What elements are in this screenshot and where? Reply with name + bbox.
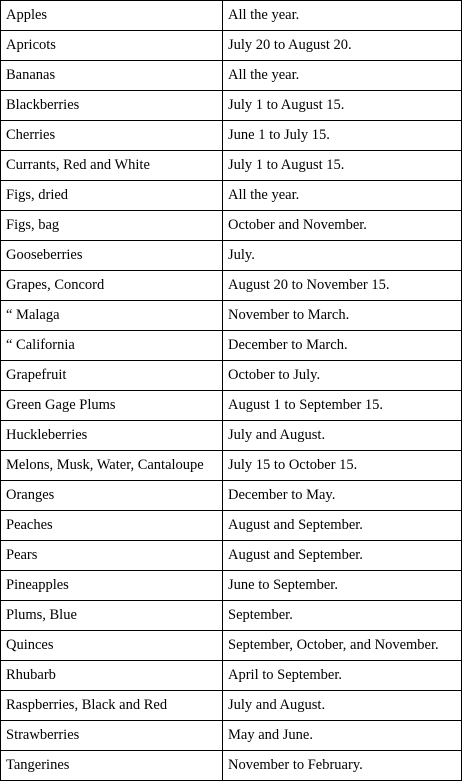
table-row (1, 451, 462, 481)
fruit-cell: Apples (1, 1, 223, 31)
table-row (1, 481, 462, 511)
season-cell: July. (223, 241, 462, 271)
table-row (1, 91, 462, 121)
season-cell: All the year. (223, 1, 462, 31)
table-row (1, 301, 462, 331)
fruit-cell: Green Gage Plums (1, 391, 223, 421)
fruit-cell: “ Malaga (1, 301, 223, 331)
fruit-cell: Oranges (1, 481, 223, 511)
table-row (1, 511, 462, 541)
table-row (1, 691, 462, 721)
fruit-cell: Raspberries, Black and Red (1, 691, 223, 721)
season-cell: July 20 to August 20. (223, 31, 462, 61)
fruit-cell: Tangerines (1, 751, 223, 781)
table-row (1, 421, 462, 451)
fruit-cell: “ California (1, 331, 223, 361)
season-cell: All the year. (223, 181, 462, 211)
fruit-cell: Grapefruit (1, 361, 223, 391)
table-row (1, 151, 462, 181)
season-cell: July 15 to October 15. (223, 451, 462, 481)
season-cell: October to July. (223, 361, 462, 391)
table-row (1, 211, 462, 241)
season-cell: August and September. (223, 511, 462, 541)
season-cell: November to March. (223, 301, 462, 331)
table-row (1, 571, 462, 601)
table-row (1, 241, 462, 271)
table-row (1, 1, 462, 31)
table-row (1, 31, 462, 61)
season-cell: December to March. (223, 331, 462, 361)
season-cell: September. (223, 601, 462, 631)
table-row (1, 751, 462, 781)
fruit-cell: Strawberries (1, 721, 223, 751)
season-cell: April to September. (223, 661, 462, 691)
season-cell: July and August. (223, 691, 462, 721)
fruit-cell: Currants, Red and White (1, 151, 223, 181)
fruit-cell: Bananas (1, 61, 223, 91)
table-row (1, 631, 462, 661)
fruit-cell: Peaches (1, 511, 223, 541)
table-row (1, 601, 462, 631)
fruit-cell: Figs, dried (1, 181, 223, 211)
fruit-cell: Apricots (1, 31, 223, 61)
table-row (1, 61, 462, 91)
season-cell: June to September. (223, 571, 462, 601)
fruit-cell: Figs, bag (1, 211, 223, 241)
season-cell: May and June. (223, 721, 462, 751)
table-row (1, 391, 462, 421)
fruit-cell: Pineapples (1, 571, 223, 601)
season-cell: July and August. (223, 421, 462, 451)
season-cell: December to May. (223, 481, 462, 511)
table-row (1, 361, 462, 391)
season-cell: November to February. (223, 751, 462, 781)
table-row (1, 121, 462, 151)
fruit-cell: Huckleberries (1, 421, 223, 451)
fruit-cell: Cherries (1, 121, 223, 151)
season-cell: August and September. (223, 541, 462, 571)
fruit-cell: Blackberries (1, 91, 223, 121)
table-row (1, 271, 462, 301)
fruit-cell: Quinces (1, 631, 223, 661)
table-row (1, 661, 462, 691)
season-cell: July 1 to August 15. (223, 91, 462, 121)
season-cell: June 1 to July 15. (223, 121, 462, 151)
season-cell: All the year. (223, 61, 462, 91)
table-row (1, 541, 462, 571)
table-row (1, 331, 462, 361)
table-row (1, 181, 462, 211)
table-row (1, 721, 462, 751)
season-cell: July 1 to August 15. (223, 151, 462, 181)
season-cell: September, October, and November. (223, 631, 462, 661)
fruit-cell: Grapes, Concord (1, 271, 223, 301)
fruit-cell: Rhubarb (1, 661, 223, 691)
season-cell: August 20 to November 15. (223, 271, 462, 301)
table-body (1, 1, 462, 781)
fruit-cell: Melons, Musk, Water, Cantaloupe (1, 451, 223, 481)
fruit-cell: Plums, Blue (1, 601, 223, 631)
fruit-cell: Gooseberries (1, 241, 223, 271)
season-cell: August 1 to September 15. (223, 391, 462, 421)
season-cell: October and November. (223, 211, 462, 241)
fruit-cell: Pears (1, 541, 223, 571)
